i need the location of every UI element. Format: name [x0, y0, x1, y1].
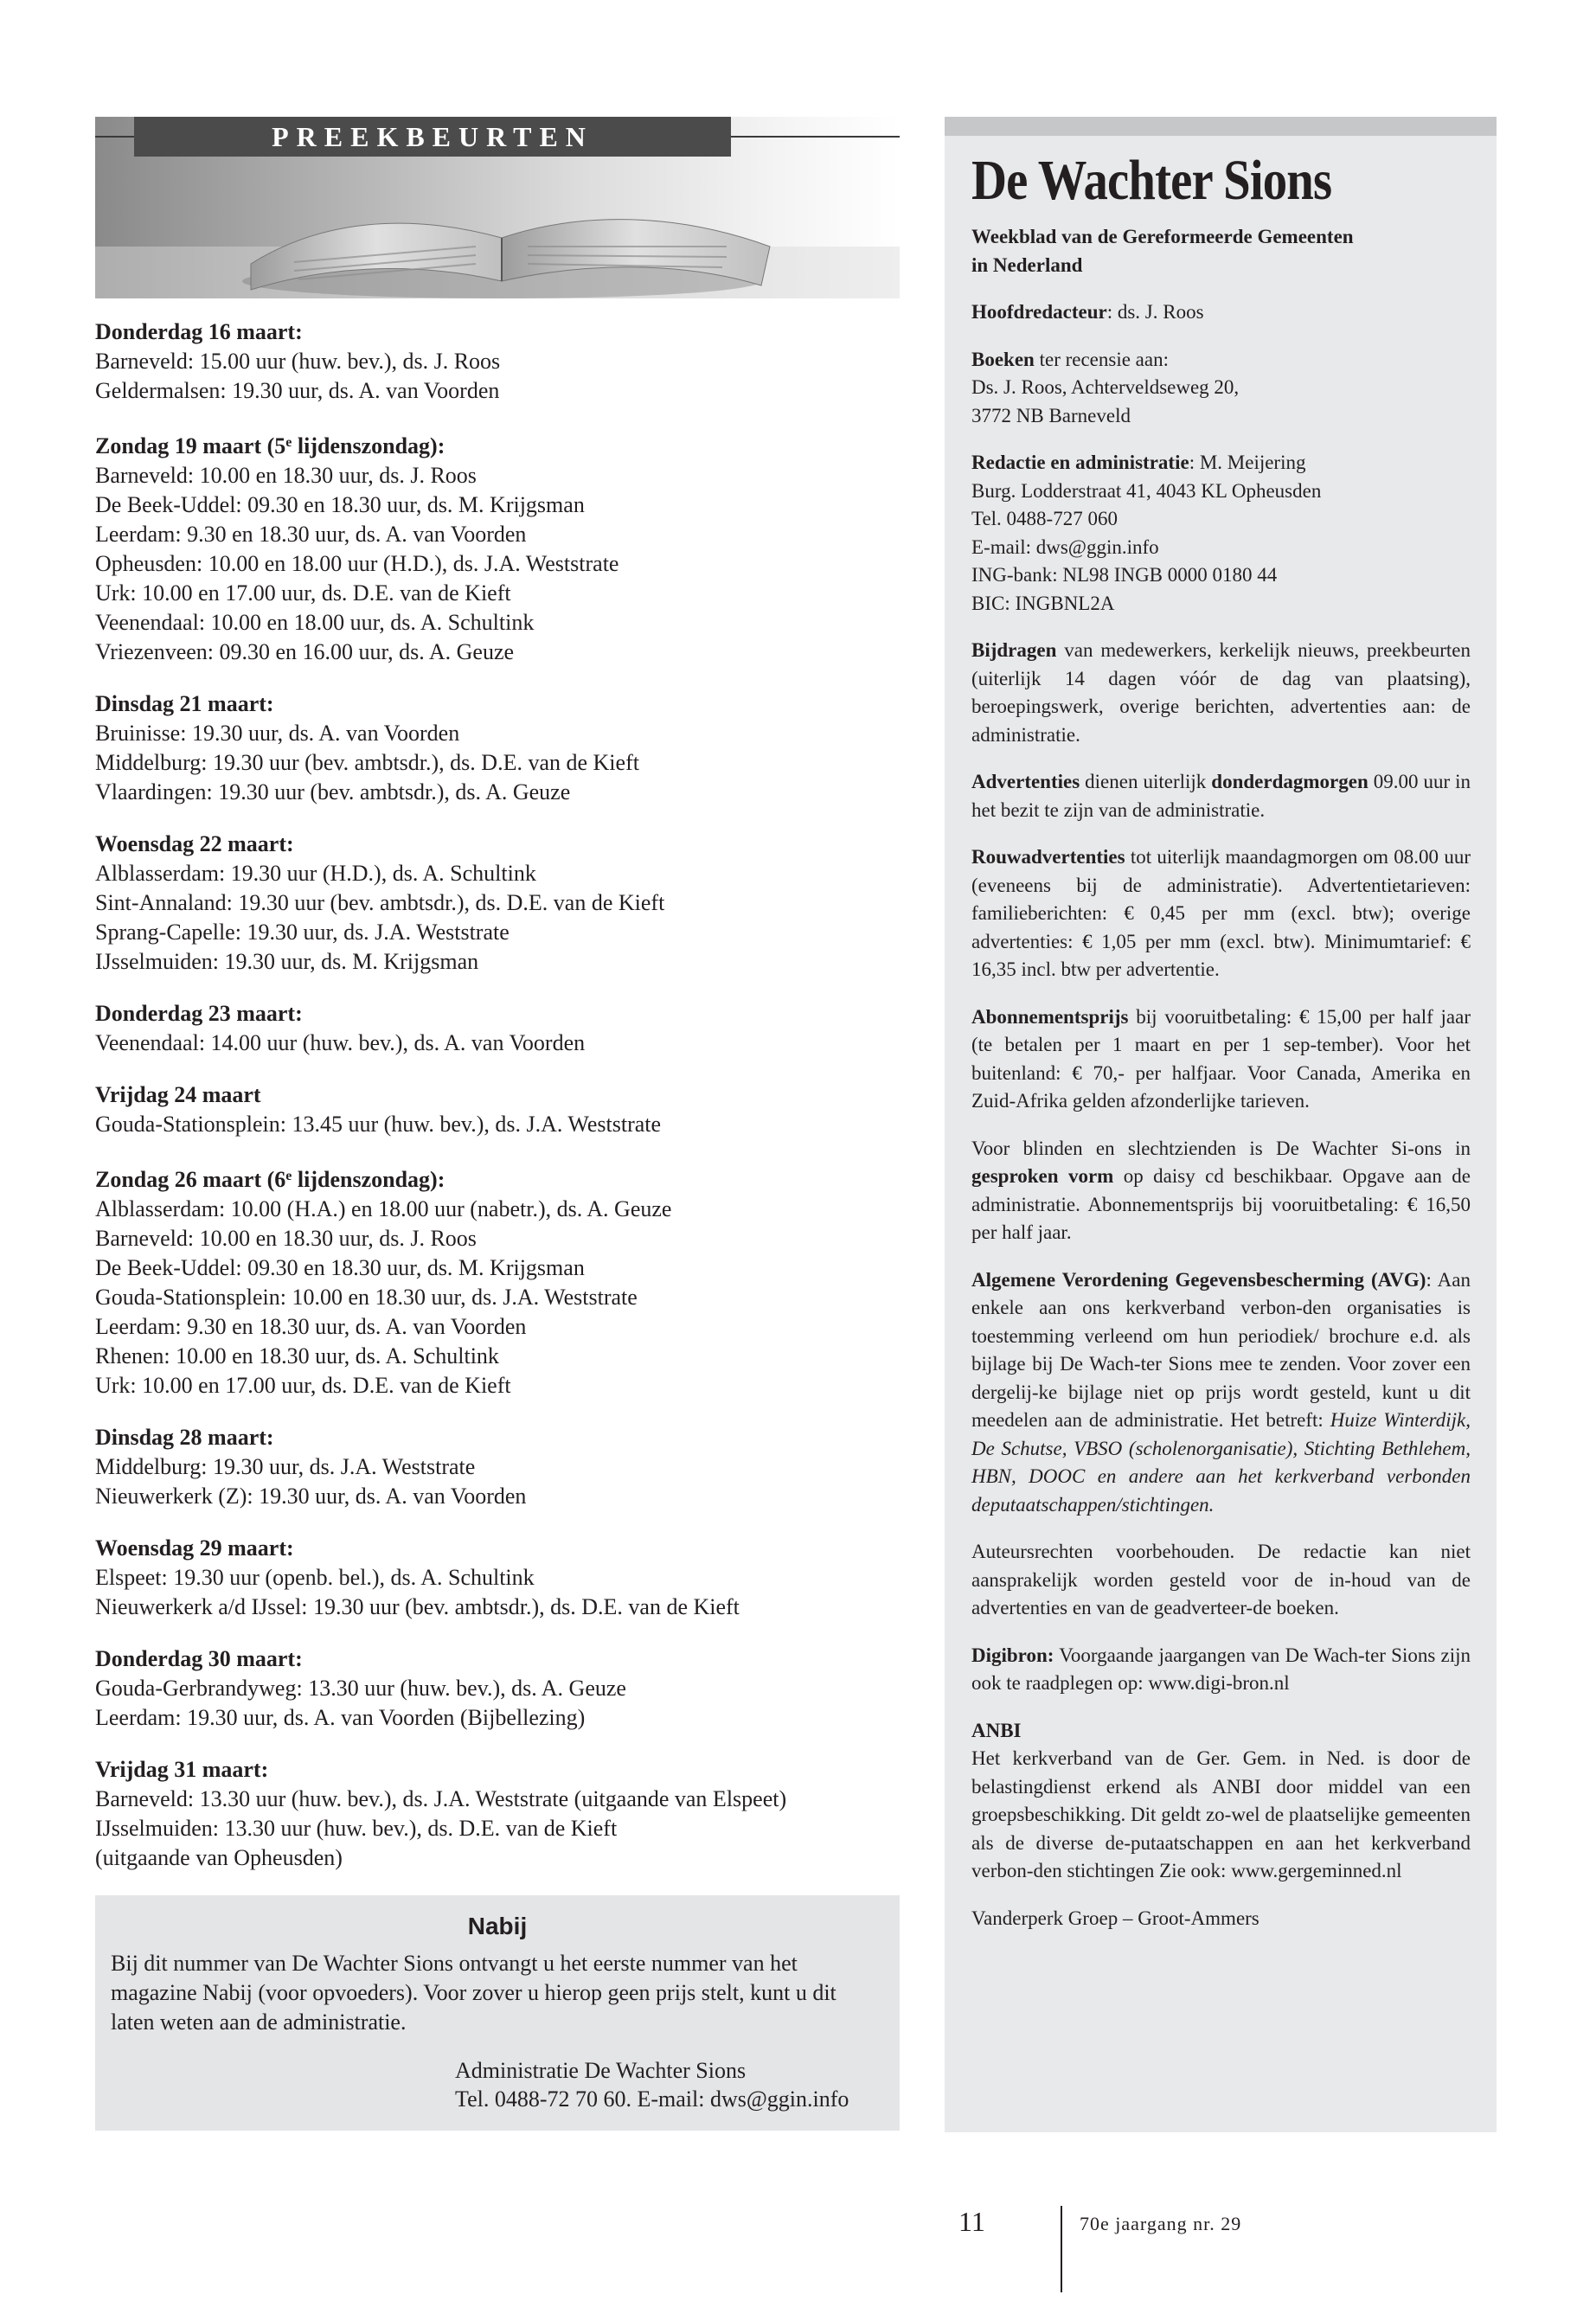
service-line: Veenendaal: 10.00 en 18.00 uur, ds. A. Schultink	[95, 610, 535, 635]
day-block	[95, 1423, 900, 1511]
service-line: Barneveld: 15.00 uur (huw. bev.), ds. J. Roos	[95, 349, 501, 374]
day-block	[95, 428, 900, 667]
day-heading-text: Donderdag 16 maart:	[95, 319, 303, 344]
audio-edition-info	[971, 1135, 1471, 1247]
masthead-title: De Wachter Sions	[971, 149, 1332, 212]
service-line: Alblasserdam: 19.30 uur (H.D.), ds. A. Schultink	[95, 861, 536, 886]
nabij-notice	[95, 1895, 900, 2131]
label: Hoofdredacteur	[971, 301, 1107, 323]
service-line: Leerdam: 19.30 uur, ds. A. van Voorden (Bijbellezing)	[95, 1705, 586, 1730]
text: ter recensie aan:	[1034, 348, 1169, 370]
service-line: Leerdam: 9.30 en 18.30 uur, ds. A. van Voorden	[95, 1314, 527, 1339]
service-line: Opheusden: 10.00 en 18.00 uur (H.D.), ds. J.A. Weststrate	[95, 551, 619, 576]
contributions-info	[971, 637, 1471, 749]
service-line: Gouda-Gerbrandyweg: 13.30 uur (huw. bev.), ds. A. Geuze	[95, 1676, 626, 1701]
service-line: Leerdam: 9.30 en 18.30 uur, ds. A. van Voorden	[95, 522, 527, 547]
day-heading-text: Zondag 26 maart (6	[95, 1167, 286, 1192]
label: Algemene Verordening Gegevensbescherming (AVG)	[971, 1268, 1426, 1291]
nabij-sign-contact: Tel. 0488-72 70 60. E-mail: dws@ggin.info	[455, 2086, 849, 2112]
text: Het kerkverband van de Ger. Gem. in Ned. is door de belastingdienst erkend als ANBI door middel van een groepsbeschikking. Dit geldt zo-wel de plaatselijke gemeenten als de diverse de-putaatschappen en aan het kerkverband verbon-den stichtingen Zie ook: www.gergeminned.nl	[971, 1747, 1471, 1881]
service-line: Vriezenveen: 09.30 en 16.00 uur, ds. A. Geuze	[95, 639, 515, 664]
label: Bijdragen	[971, 639, 1057, 661]
day-heading	[95, 317, 900, 347]
day-heading-text: lijdenszondag):	[292, 1167, 445, 1192]
privacy-info	[971, 1266, 1471, 1520]
issue-info: 70e jaargang nr. 29	[1080, 2213, 1242, 2234]
editor-info	[971, 298, 1471, 327]
label: Advertenties	[971, 771, 1080, 792]
colophon-top-bar	[945, 117, 1497, 136]
day-heading	[95, 999, 900, 1029]
label: ANBI	[971, 1719, 1022, 1741]
highlight: gesproken vorm	[971, 1165, 1114, 1187]
service-line: Urk: 10.00 en 17.00 uur, ds. D.E. van de Kieft	[95, 580, 511, 606]
subtitle-line: Weekblad van de Gereformeerde Gemeenten	[971, 226, 1354, 247]
day-block	[95, 830, 900, 977]
label: Rouwadvertenties	[971, 846, 1125, 868]
service-line: Sprang-Capelle: 19.30 uur, ds. J.A. Weststrate	[95, 920, 510, 945]
service-line: Veenendaal: 14.00 uur (huw. bev.), ds. A. van Voorden	[95, 1030, 586, 1055]
day-block	[95, 1080, 900, 1139]
label: Redactie en administratie	[971, 452, 1189, 473]
day-heading-text: Dinsdag 21 maart:	[95, 691, 274, 716]
day-block	[95, 1644, 900, 1733]
subscription-info	[971, 1003, 1471, 1116]
service-line: Nieuwerkerk (Z): 19.30 uur, ds. A. van Voorden	[95, 1484, 527, 1509]
preekbeurten-header	[95, 117, 900, 298]
day-block	[95, 999, 900, 1058]
organisations: Huize Winterdijk, De Schutse, VBSO (scholenorganisatie), Stichting Bethlehem, HBN, DOOC en andere aan het kerkverband verbonden deputaatschappen/stichtingen.	[971, 1409, 1471, 1516]
text: dienen uiterlijk	[1080, 771, 1212, 792]
printer-info: Vanderperk Groep – Groot-Ammers	[971, 1907, 1259, 1929]
address-line: Burg. Lodderstraat 41, 4043 KL Opheusden	[971, 479, 1322, 502]
text: tot uiterlijk maandagmorgen om 08.00 uur (eveneens bij de administratie). Advertentietarieven: familieberichten: € 0,45 per mm (excl. btw); overige advertenties: € 1,05 per mm (excl. btw). Minimumtarief: € 16,35 incl. btw per advertentie.	[971, 846, 1471, 980]
day-block	[95, 689, 900, 807]
day-block	[95, 317, 900, 406]
day-heading	[95, 1423, 900, 1452]
service-line: Middelburg: 19.30 uur (bev. ambtsdr.), ds. D.E. van de Kieft	[95, 750, 639, 775]
section-title: PREEKBEURTEN	[134, 117, 731, 157]
text: bij vooruitbetaling: € 15,00 per half jaar (te betalen per 1 maart en per 1 sep-tember). Voor het buitenland: € 70,- per halfjaar. Voor Canada, Amerika en Zuid-Afrika gelden afzonderlijke tarieven.	[971, 1005, 1471, 1112]
day-block	[95, 1162, 900, 1400]
ordinal-suffix: e	[285, 435, 292, 450]
bic-line: BIC: INGBNL2A	[971, 592, 1115, 614]
day-heading	[95, 1534, 900, 1563]
books-review-info	[971, 346, 1471, 431]
service-line: IJsselmuiden: 19.30 uur, ds. M. Krijgsman	[95, 949, 479, 974]
day-heading	[95, 428, 900, 461]
masthead-subtitle	[971, 222, 1471, 279]
day-heading-text: lijdenszondag):	[292, 433, 445, 458]
service-line: Nieuwerkerk a/d IJssel: 19.30 uur (bev. ambtsdr.), ds. D.E. van de Kieft	[95, 1594, 740, 1619]
service-line: Middelburg: 19.30 uur, ds. J.A. Weststrate	[95, 1454, 476, 1479]
service-line: (uitgaande van Opheusden)	[95, 1845, 343, 1870]
nabij-signature	[455, 2056, 884, 2113]
obituary-ads-info	[971, 843, 1471, 984]
day-heading-text: Dinsdag 28 maart:	[95, 1425, 274, 1450]
text: van medewerkers, kerkelijk nieuws, preekbeurten (uiterlijk 14 dagen vóór de dag van plaatsing), beroepingswerk, overige berichten, advertenties aan: de administratie.	[971, 639, 1471, 746]
day-heading	[95, 1755, 900, 1785]
day-heading-text: Woensdag 29 maart:	[95, 1535, 294, 1561]
footer-divider	[1061, 2206, 1062, 2292]
service-line: Barneveld: 10.00 en 18.30 uur, ds. J. Roos	[95, 1226, 477, 1251]
label: Digibron:	[971, 1644, 1054, 1666]
deadline: donderdagmorgen	[1211, 771, 1368, 792]
nabij-title: Nabij	[467, 1913, 528, 1939]
service-line: Bruinisse: 19.30 uur, ds. A. van Voorden	[95, 721, 460, 746]
day-heading-text: Donderdag 23 maart:	[95, 1001, 303, 1026]
sermon-schedule	[95, 317, 900, 1873]
subtitle-line: in Nederland	[971, 254, 1083, 276]
nabij-body: Bij dit nummer van De Wachter Sions ontvangt u het eerste nummer van het magazine Nabij (voor opvoeders). Voor zover u hierop geen prijs stelt, kunt u dit laten weten aan de administratie.	[111, 1951, 836, 2035]
label: Abonnementsprijs	[971, 1005, 1129, 1028]
colophon-column	[945, 117, 1497, 2132]
value: : ds. J. Roos	[1106, 301, 1204, 323]
page-number: 11	[958, 2206, 985, 2237]
service-line: IJsselmuiden: 13.30 uur (huw. bev.), ds. D.E. van de Kieft	[95, 1816, 618, 1841]
day-heading-text: Donderdag 30 maart:	[95, 1646, 303, 1671]
text: 09.00 uur in het bezit te zijn van de administratie.	[971, 771, 1471, 821]
service-line: De Beek-Uddel: 09.30 en 18.30 uur, ds. M. Krijgsman	[95, 492, 585, 517]
email-line: E-mail: dws@ggin.info	[971, 535, 1159, 558]
day-heading	[95, 689, 900, 719]
day-heading-text: Vrijdag 31 maart:	[95, 1757, 269, 1782]
service-line: Vlaardingen: 19.30 uur (bev. ambtsdr.), ds. A. Geuze	[95, 779, 571, 804]
day-block	[95, 1534, 900, 1622]
service-line: Barneveld: 13.30 uur (huw. bev.), ds. J.A. Weststrate (uitgaande van Elspeet)	[95, 1786, 787, 1811]
service-line: Rhenen: 10.00 en 18.30 uur, ds. A. Schultink	[95, 1343, 499, 1368]
service-line: Urk: 10.00 en 17.00 uur, ds. D.E. van de Kieft	[95, 1373, 511, 1398]
phone-line: Tel. 0488-727 060	[971, 508, 1118, 529]
day-heading	[95, 830, 900, 859]
preekbeurten-column	[95, 117, 900, 2131]
anbi-info	[971, 1717, 1471, 1886]
address-line: Ds. J. Roos, Achterveldseweg 20,	[971, 376, 1240, 398]
address-line: 3772 NB Barneveld	[971, 404, 1131, 426]
text: Voor blinden en slechtzienden is De Wachter Si-ons in	[971, 1137, 1471, 1159]
copyright-info: Auteursrechten voorbehouden. De redactie kan niet aansprakelijk worden gesteld voor de in-houd van de advertenties en van de geadverteer-de boeken.	[971, 1541, 1471, 1618]
day-heading-text: Woensdag 22 maart:	[95, 831, 294, 856]
digibron-info	[971, 1642, 1471, 1698]
day-heading	[95, 1162, 900, 1195]
service-line: Barneveld: 10.00 en 18.30 uur, ds. J. Roos	[95, 463, 477, 488]
text: op daisy cd beschikbaar. Opgave aan de administratie. Abonnementsprijs bij vooruitbetaling: € 16,50 per half jaar.	[971, 1165, 1471, 1243]
service-line: Alblasserdam: 10.00 (H.A.) en 18.00 uur (nabetr.), ds. A. Geuze	[95, 1196, 672, 1221]
day-heading	[95, 1644, 900, 1674]
service-line: Gouda-Stationsplein: 13.45 uur (huw. bev.), ds. J.A. Weststrate	[95, 1112, 662, 1137]
day-heading-text: Vrijdag 24 maart	[95, 1082, 261, 1107]
day-heading	[95, 1080, 900, 1110]
text: : Aan enkele aan ons kerkverband verbon-den organisaties is toestemming verleend om hun periodiek/ brochure e.d. als bijlage bij De Wach-ter Sions mee te zenden. Voor zover een dergelij-ke bijlage niet op prijs wordt gesteld, kunt u dit meedelen aan de administratie. Het betreft:	[971, 1268, 1471, 1431]
service-line: Geldermalsen: 19.30 uur, ds. A. van Voorden	[95, 378, 500, 403]
administration-info	[971, 449, 1471, 618]
service-line: Elspeet: 19.30 uur (openb. bel.), ds. A. Schultink	[95, 1565, 535, 1590]
day-block	[95, 1755, 900, 1873]
text: Voorgaande jaargangen van De Wach-ter Sions zijn ook te raadplegen op: www.digi-bron.nl	[971, 1644, 1471, 1694]
value: : M. Meijering	[1189, 452, 1306, 473]
service-line: De Beek-Uddel: 09.30 en 18.30 uur, ds. M. Krijgsman	[95, 1255, 585, 1280]
ordinal-suffix: e	[285, 1169, 292, 1183]
label: Boeken	[971, 348, 1035, 370]
bank-line: ING-bank: NL98 INGB 0000 0180 44	[971, 564, 1278, 586]
service-line: Gouda-Stationsplein: 10.00 en 18.30 uur, ds. J.A. Weststrate	[95, 1285, 638, 1310]
day-heading-text: Zondag 19 maart (5	[95, 433, 286, 458]
nabij-sign-name: Administratie De Wachter Sions	[455, 2058, 747, 2083]
advertisements-info	[971, 768, 1471, 824]
service-line: Sint-Annaland: 19.30 uur (bev. ambtsdr.), ds. D.E. van de Kieft	[95, 890, 665, 915]
